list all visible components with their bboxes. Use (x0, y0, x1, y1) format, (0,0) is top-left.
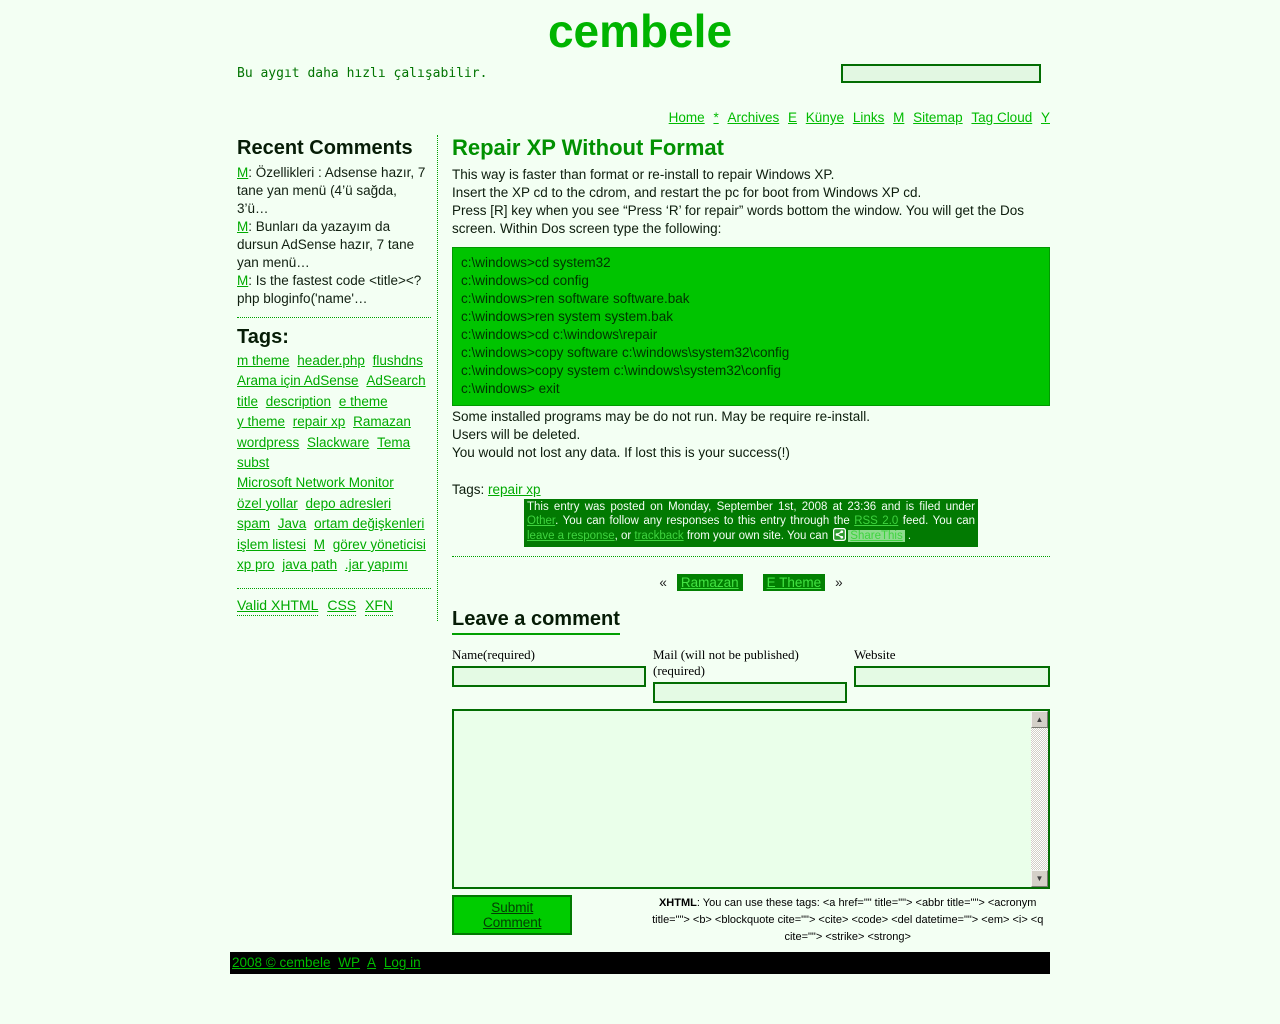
code-line: c:\windows>copy system c:\windows\system32\config (461, 363, 781, 379)
meta-text: . You can follow any responses to this entry through the (555, 515, 855, 528)
sidebar-meta-link[interactable]: CSS (327, 597, 356, 616)
nav-link[interactable]: Links (852, 110, 885, 125)
comment-excerpt: : Bunları da yazayım da dursun AdSense hazır, 7 tane yan menü… (237, 218, 415, 270)
tag-link[interactable]: Tema (377, 434, 411, 450)
code-line: c:\windows>ren system system.bak (461, 309, 673, 325)
tags-heading: Tags: (237, 325, 289, 348)
main-nav (230, 110, 1050, 129)
tag-link[interactable]: xp pro (237, 557, 275, 573)
post-tags-line (452, 482, 1050, 497)
tag-link[interactable]: spam (237, 516, 271, 532)
dos-code-block (452, 247, 1050, 406)
down-arrow-icon: ▼ (1035, 874, 1044, 884)
sidebar-meta-links (237, 597, 431, 613)
submit-row (452, 895, 1050, 946)
code-line: c:\windows>cd config (461, 273, 589, 289)
recent-comments-heading: Recent Comments (237, 137, 413, 159)
tag-link[interactable]: .jar yapımı (344, 557, 408, 573)
footer-link[interactable]: 2008 © cembele (232, 955, 331, 971)
nav-link[interactable]: Sitemap (913, 110, 963, 125)
search-input[interactable] (841, 64, 1041, 83)
tag-link[interactable]: özel yollar (237, 495, 298, 511)
mail-field-group (653, 647, 847, 703)
trackback-link[interactable]: trackback (634, 530, 684, 543)
meta-text: This entry was posted on Monday, September 1st, 2008 at 23:36 and is filed under (527, 501, 975, 514)
tag-link[interactable]: Microsoft Network Monitor (237, 475, 394, 491)
comment-item (237, 164, 431, 218)
sidebar-meta-link[interactable]: Valid XHTML (237, 597, 318, 616)
tag-link[interactable]: java path (282, 557, 338, 573)
post-tags-label: Tags: (452, 482, 485, 498)
mail-label: Mail (will not be published)(required) (653, 647, 799, 679)
comment-excerpt: : Özellikleri : Adsense hazır, 7 tane yan menü (4’ü sağda, 3’ü… (237, 165, 426, 216)
site-title[interactable]: cembele (547, 5, 733, 57)
code-line: c:\windows> exit (461, 380, 560, 396)
tag-link[interactable]: e theme (338, 393, 388, 409)
nav-link[interactable]: Y (1040, 110, 1050, 125)
tag-link[interactable]: depo adresleri (305, 495, 392, 511)
main-content (438, 135, 1050, 946)
next-symbol: » (835, 575, 843, 591)
tag-link[interactable]: flushdns (372, 352, 423, 368)
tag-cloud (237, 353, 431, 589)
nav-link[interactable]: Künye (805, 110, 845, 125)
tag-link[interactable]: header.php (297, 352, 365, 368)
sharethis-link[interactable]: ShareThis (850, 530, 903, 543)
name-field-group (452, 647, 646, 703)
name-input[interactable] (452, 666, 646, 687)
post-paragraph-line: Insert the XP cd to the cdrom, and restart the pc for boot from Windows XP cd. (452, 185, 922, 201)
comment-item (237, 272, 431, 308)
scroll-up-button[interactable] (1031, 711, 1048, 728)
tag-link[interactable]: AdSearch (366, 373, 426, 389)
rss-link[interactable]: RSS 2.0 (854, 515, 899, 528)
code-line: c:\windows>cd c:\windows\repair (461, 327, 658, 343)
nav-link[interactable]: Home (668, 110, 705, 125)
nav-link[interactable]: * (713, 110, 719, 125)
tag-link[interactable]: m theme (237, 352, 290, 368)
comment-textarea[interactable] (452, 709, 1050, 889)
mail-input[interactable] (653, 682, 847, 703)
tag-link[interactable]: wordpress (237, 434, 300, 450)
post-navigation (452, 575, 1050, 590)
tag-link[interactable]: Slackware (307, 434, 370, 450)
nav-link[interactable]: Tag Cloud (971, 110, 1033, 125)
code-line: c:\windows>copy software c:\windows\system32\config (461, 345, 790, 361)
post-paragraph-line: You would not lost any data. If lost this is your success(!) (452, 445, 790, 461)
tag-link[interactable]: description (265, 393, 332, 409)
code-line: c:\windows>ren software software.bak (461, 291, 690, 307)
page (230, 0, 1050, 974)
post-outro (452, 408, 1050, 462)
meta-text: feed. You can (898, 515, 976, 528)
meta-text: from your own site. You can (683, 530, 832, 543)
footer-link[interactable]: A (367, 955, 377, 971)
tag-link[interactable]: Arama için AdSense (237, 373, 359, 389)
comment-author-link[interactable]: M (237, 272, 249, 288)
post-paragraph-line: Some installed programs may be do not run. May be require re-install. (452, 408, 870, 424)
site-tagline: Bu aygıt daha hızlı çalışabilir. (237, 66, 488, 81)
footer-link[interactable]: Log in (383, 955, 421, 971)
xhtml-help-text (645, 895, 1050, 946)
post-tag-link[interactable]: repair xp (488, 482, 541, 498)
post-paragraph-line: Users will be deleted. (452, 427, 581, 443)
xhtml-help-body: : You can use these tags: <a href="" title=""> <abbr title=""> <acronym title=""> <b> <blockquote cite=""> <cite> <code> <del datetime=""> <em> <i> <q cite=""> <strike> <strong> (652, 897, 1044, 944)
up-arrow-icon: ▲ (1035, 715, 1044, 725)
post-paragraph-line: Press [R] key when you see “Press ‘R’ for repair” words bottom the window. You will get the Dos screen. Within Dos screen type the following: (452, 203, 1025, 237)
tag-link[interactable]: M (313, 536, 326, 552)
tag-link[interactable]: işlem listesi (237, 536, 307, 552)
share-icon (833, 528, 846, 545)
sidebar (230, 135, 438, 621)
scroll-down-button[interactable] (1031, 870, 1048, 887)
tag-link[interactable]: görev yöneticisi (332, 536, 426, 552)
website-field-group (854, 647, 1050, 703)
tag-link[interactable]: Ramazan (353, 414, 411, 430)
comment-author-link[interactable]: M (237, 165, 249, 180)
meta-text: , or (614, 530, 635, 543)
category-link[interactable]: Other (527, 515, 556, 528)
comment-excerpt: : Is the fastest code <title><? php bloginfo('name'… (237, 272, 422, 306)
post-title: Repair XP Without Format (452, 135, 724, 160)
comment-author-link[interactable]: M (237, 218, 249, 234)
tag-link[interactable]: title (237, 393, 259, 409)
prev-symbol: « (659, 575, 667, 591)
website-input[interactable] (854, 666, 1050, 687)
next-post-link[interactable]: E Theme (763, 574, 826, 591)
nav-link[interactable]: Archives (727, 110, 780, 125)
leave-response-link[interactable]: leave a response (527, 530, 615, 543)
submit-comment-button[interactable]: Submit Comment (452, 895, 572, 935)
xhtml-help-label: XHTML (658, 897, 697, 910)
header-row (230, 64, 1050, 88)
post-intro (452, 166, 1050, 238)
tag-link[interactable]: repair xp (292, 414, 346, 430)
tag-link[interactable]: ortam değişkenleri (314, 516, 425, 532)
tag-link[interactable]: Java (277, 516, 307, 532)
post-meta-box (524, 499, 978, 547)
prev-post-link[interactable]: Ramazan (677, 574, 743, 591)
post-paragraph-line: This way is faster than format or re-install to repair Windows XP. (452, 167, 835, 182)
code-line: c:\windows>cd system32 (461, 255, 611, 271)
nav-link[interactable]: E (788, 110, 798, 125)
name-label: Name(required) (452, 647, 536, 663)
tag-link[interactable]: y theme (237, 414, 286, 430)
meta-text: . (904, 530, 912, 543)
tag-link[interactable]: subst (237, 454, 270, 470)
comment-form-fields (452, 647, 1050, 703)
website-label: Website (854, 647, 896, 663)
recent-comments-list (237, 164, 431, 318)
columns (230, 135, 1050, 946)
footer (230, 952, 1050, 974)
scrollbar-track[interactable] (1031, 728, 1048, 870)
nav-link[interactable]: M (893, 110, 905, 125)
footer-link[interactable]: WP (338, 955, 361, 971)
comment-item (237, 218, 431, 272)
textarea-scrollbar[interactable] (1031, 711, 1048, 887)
sidebar-meta-link[interactable]: XFN (365, 597, 393, 616)
leave-comment-heading: Leave a comment (452, 608, 620, 635)
divider-dotted (452, 556, 1050, 557)
